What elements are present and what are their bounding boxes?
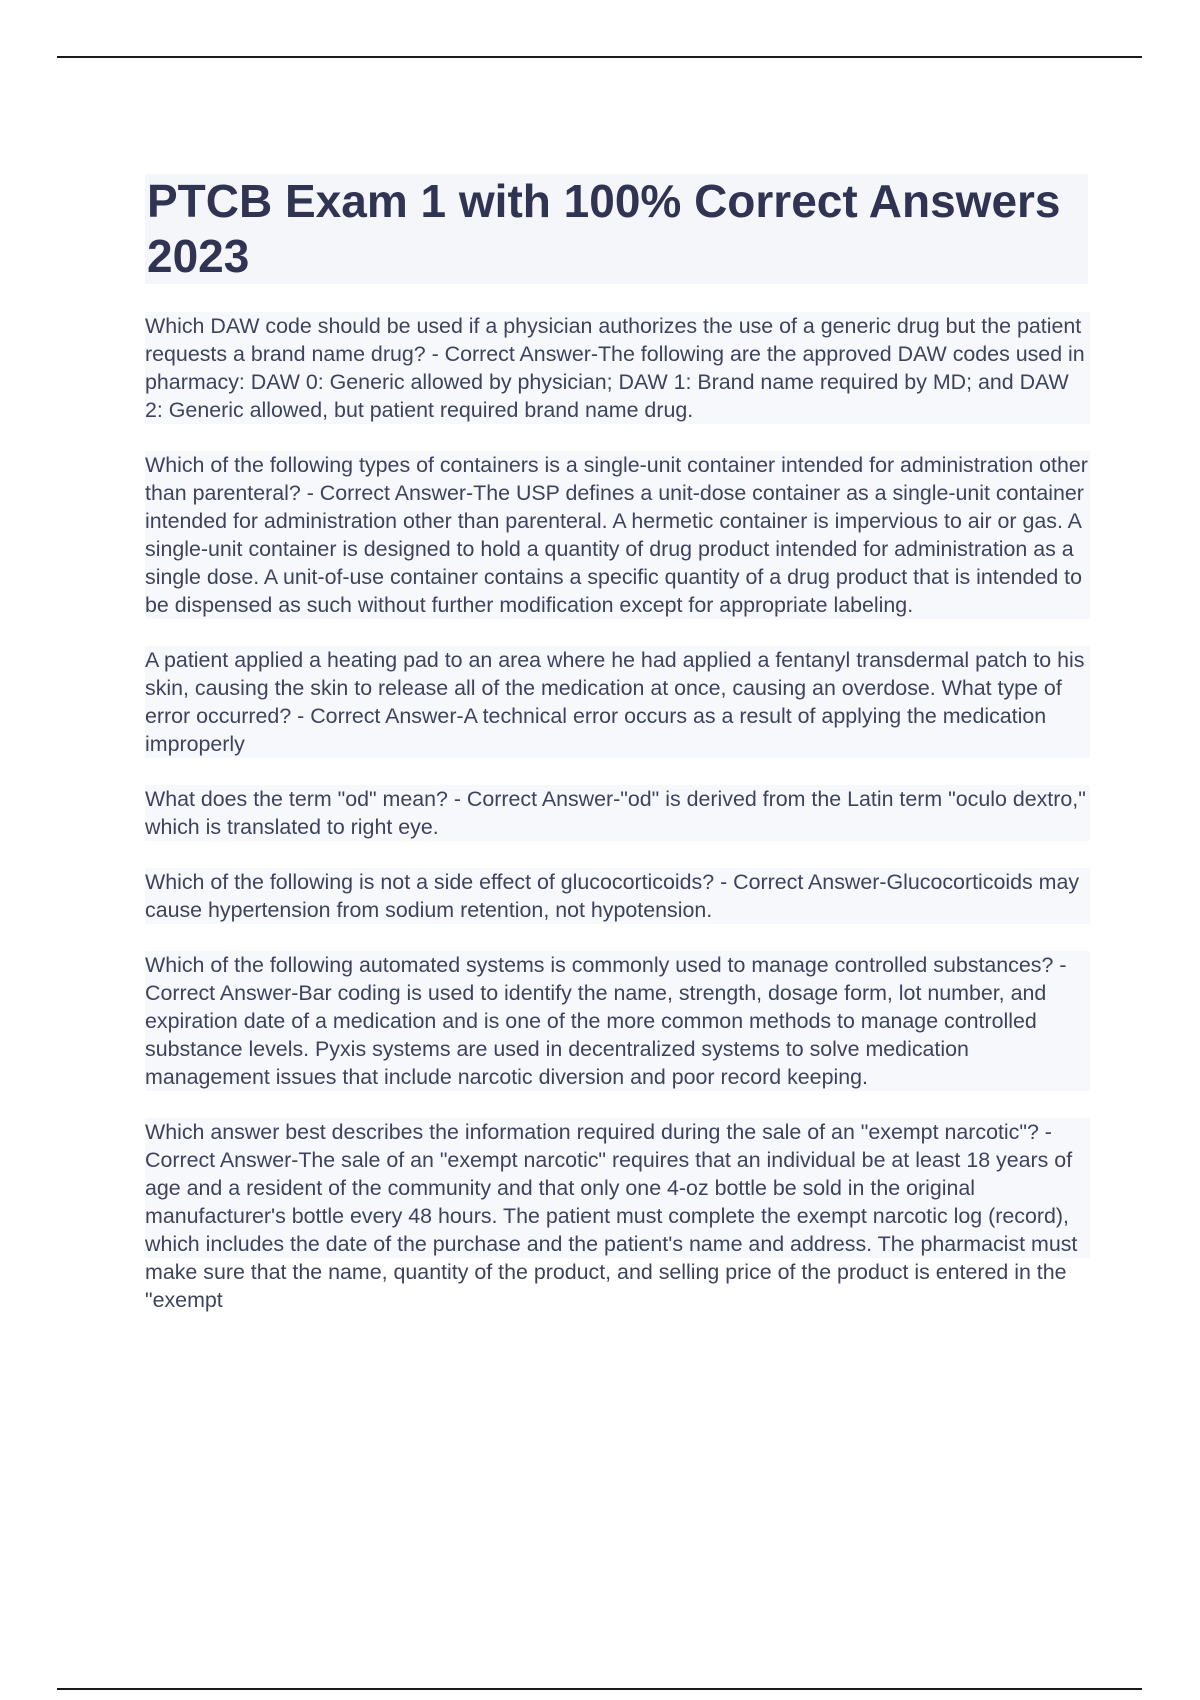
question-item: Which answer best describes the information required during the sale of an "exempt narcotic"? - Correct Answer-The sale of an "exempt narcotic" requires that an individual be at least 18 years of age and a resident of the community and that only one 4-oz bottle be sold in the original manufacturer's bottle every 48 hours. The patient must complete the exempt narcotic log (record), which includes the date of the purchase and the patient's name and address. The pharmacist must make sure that the name, quantity of the product, and selling price of the product is entered in the "exempt — [145, 1118, 1090, 1258]
question-list — [145, 312, 1090, 1312]
top-divider — [57, 56, 1142, 58]
question-item: Which DAW code should be used if a physician authorizes the use of a generic drug but the patient requests a brand name drug? - Correct Answer-The following are the approved DAW codes used in pharmacy: DAW 0: Generic allowed by physician; DAW 1: Brand name required by MD; and DAW 2: Generic allowed, but patient required brand name drug. — [145, 312, 1090, 424]
question-item: Which of the following automated systems is commonly used to manage controlled substances? - Correct Answer-Bar coding is used to identify the name, strength, dosage form, lot number, and expiration date of a medication and is one of the more common methods to manage controlled substance levels. Pyxis systems are used in decentralized systems to solve medication management issues that include narcotic diversion and poor record keeping. — [145, 951, 1090, 1091]
question-item: What does the term "od" mean? - Correct Answer-"od" is derived from the Latin term "oculo dextro," which is translated to right eye. — [145, 785, 1090, 841]
question-item: Which of the following types of containers is a single-unit container intended for administration other than parenteral? - Correct Answer-The USP defines a unit-dose container as a single-unit container intended for administration other than parenteral. A hermetic container is impervious to air or gas. A single-unit container is designed to hold a quantity of drug product intended for administration as a single dose. A unit-of-use container contains a specific quantity of a drug product that is intended to be dispensed as such without further modification except for appropriate labeling. — [145, 451, 1090, 619]
bottom-divider — [57, 1688, 1142, 1690]
question-item: A patient applied a heating pad to an area where he had applied a fentanyl transdermal patch to his skin, causing the skin to release all of the medication at once, causing an overdose. What type of error occurred? - Correct Answer-A technical error occurs as a result of applying the medication improperly — [145, 646, 1090, 758]
question-item: Which of the following is not a side effect of glucocorticoids? - Correct Answer-Glucocorticoids may cause hypertension from sodium retention, not hypotension. — [145, 868, 1090, 924]
page-title: PTCB Exam 1 with 100% Correct Answers 2023 — [145, 174, 1088, 284]
